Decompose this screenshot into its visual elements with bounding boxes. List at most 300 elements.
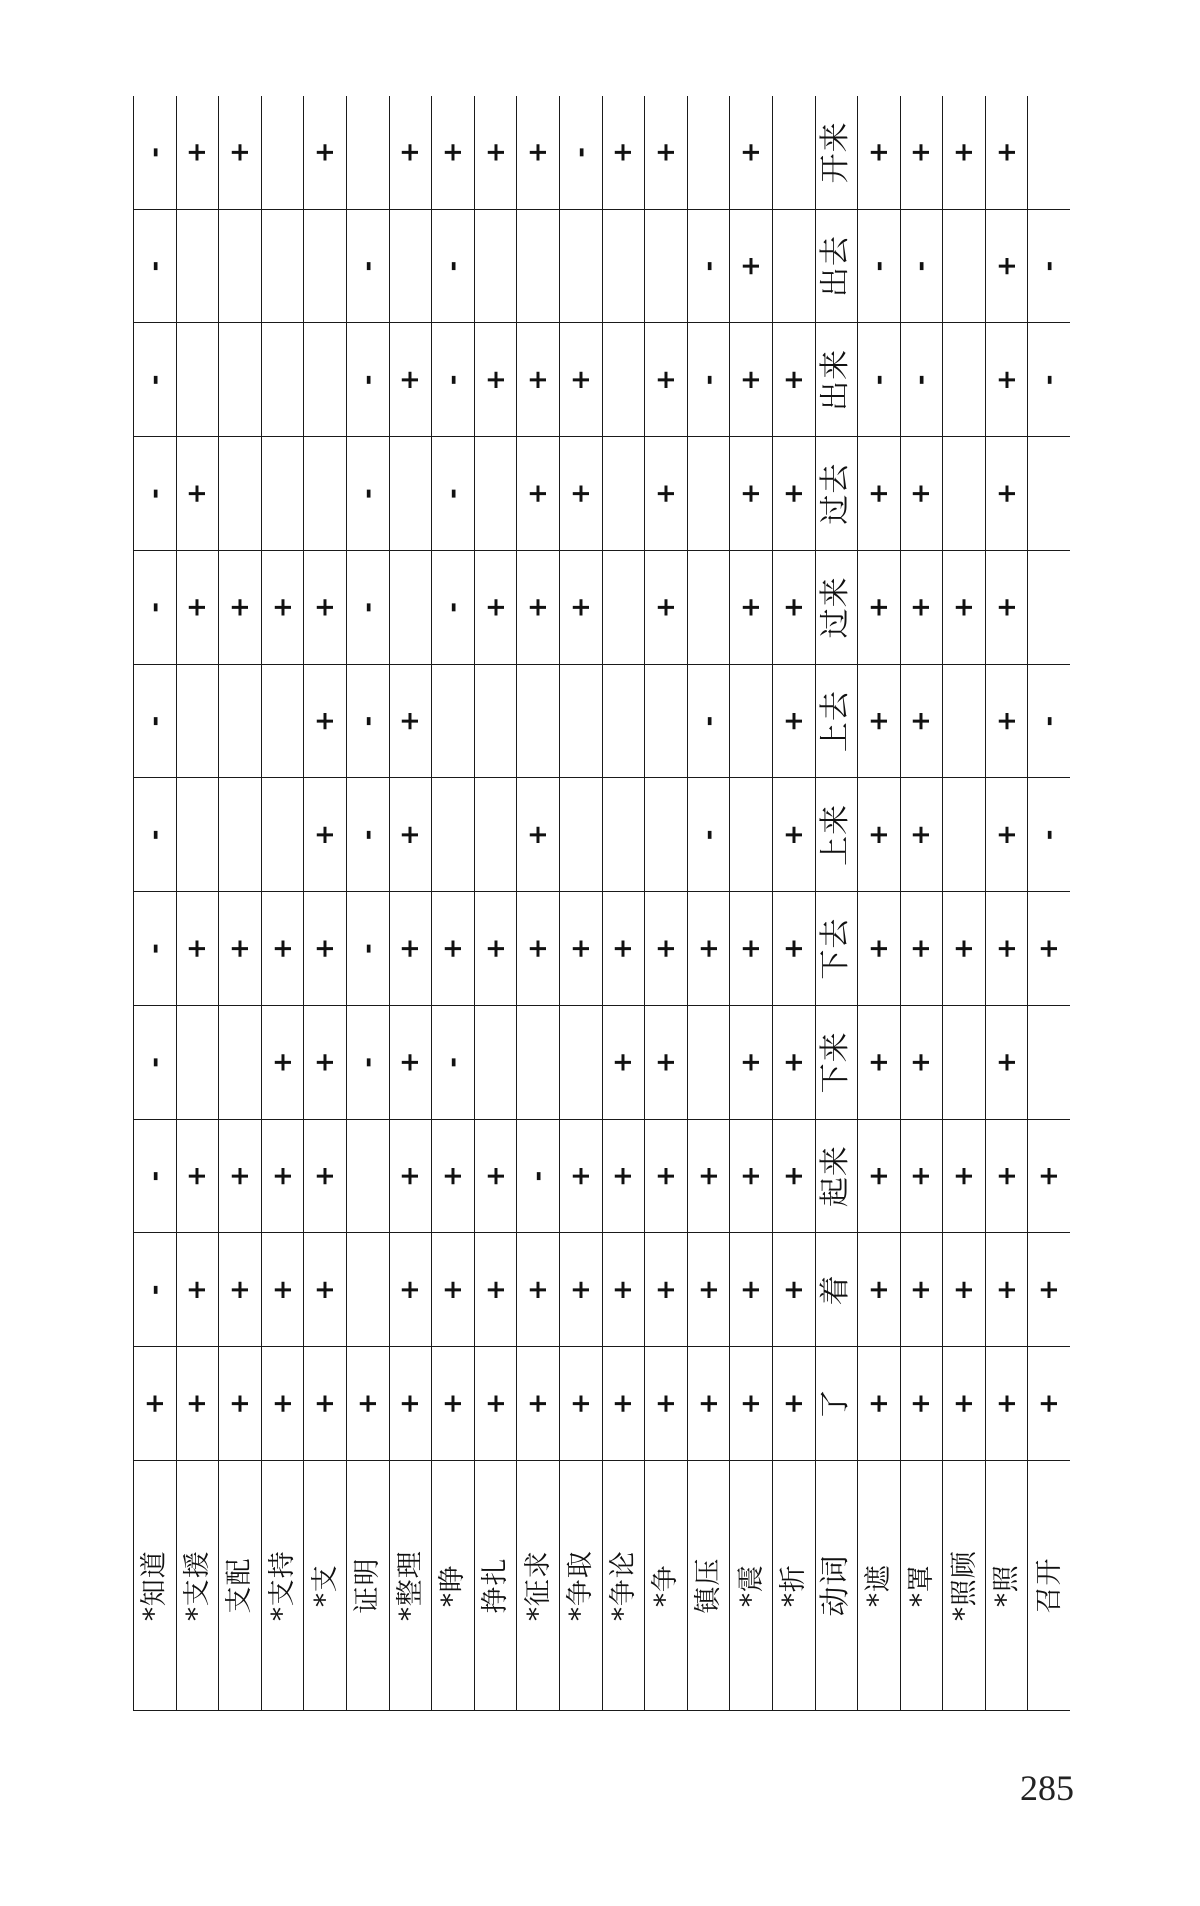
mark-cell: + — [772, 551, 815, 665]
mark-cell: - — [687, 323, 730, 437]
mark-cell — [645, 664, 688, 778]
mark-cell: + — [645, 96, 688, 209]
mark-cell: + — [730, 323, 773, 437]
mark-cell: + — [559, 437, 602, 551]
mark-cell: - — [346, 323, 389, 437]
mark-cell: + — [432, 1233, 475, 1347]
mark-cell: + — [389, 1006, 432, 1120]
mark-cell: + — [985, 209, 1028, 323]
mark-cell: + — [772, 778, 815, 892]
mark-cell: + — [985, 1006, 1028, 1120]
mark-cell: + — [772, 1347, 815, 1461]
mark-cell: + — [772, 892, 815, 1006]
mark-cell: - — [346, 892, 389, 1006]
mark-cell: + — [985, 778, 1028, 892]
table-row — [134, 96, 177, 1711]
mark-cell: - — [432, 551, 475, 665]
table-row — [858, 96, 901, 1711]
table-row — [772, 96, 815, 1711]
mark-cell: - — [687, 778, 730, 892]
mark-cell: + — [474, 1347, 517, 1461]
mark-cell: + — [304, 1347, 347, 1461]
mark-cell: + — [900, 892, 943, 1006]
mark-cell — [176, 664, 219, 778]
mark-cell: + — [176, 1347, 219, 1461]
mark-cell: + — [389, 96, 432, 209]
mark-cell — [1028, 96, 1070, 209]
mark-cell: - — [858, 209, 901, 323]
mark-cell: - — [432, 323, 475, 437]
corner-header-cell: 动词 — [815, 1461, 858, 1711]
mark-cell: + — [261, 551, 304, 665]
mark-cell — [474, 209, 517, 323]
mark-cell — [602, 664, 645, 778]
mark-cell — [176, 323, 219, 437]
mark-cell — [346, 96, 389, 209]
mark-cell: + — [517, 437, 560, 551]
mark-cell: + — [730, 209, 773, 323]
mark-cell — [602, 209, 645, 323]
mark-cell: + — [517, 1347, 560, 1461]
column-header-cell: 着 — [815, 1233, 858, 1347]
mark-cell: + — [432, 1119, 475, 1233]
table-row — [304, 96, 347, 1711]
mark-cell: - — [432, 437, 475, 551]
mark-cell: + — [176, 96, 219, 209]
table-row — [602, 96, 645, 1711]
verb-cell: *知道 — [134, 1461, 177, 1711]
mark-cell: - — [1028, 323, 1070, 437]
mark-cell — [389, 437, 432, 551]
mark-cell — [687, 437, 730, 551]
mark-cell: + — [559, 323, 602, 437]
mark-cell: + — [858, 664, 901, 778]
mark-cell: - — [134, 1006, 177, 1120]
column-header-cell: 上来 — [815, 778, 858, 892]
mark-cell: - — [1028, 209, 1070, 323]
mark-cell: - — [517, 1119, 560, 1233]
mark-cell: + — [985, 551, 1028, 665]
mark-cell: + — [943, 892, 986, 1006]
mark-cell: + — [858, 551, 901, 665]
mark-cell: - — [858, 323, 901, 437]
mark-cell — [389, 209, 432, 323]
mark-cell: + — [943, 551, 986, 665]
mark-cell: + — [687, 1119, 730, 1233]
mark-cell — [943, 437, 986, 551]
mark-cell: + — [900, 1119, 943, 1233]
mark-cell: - — [134, 1233, 177, 1347]
rotated-table-container — [133, 96, 1070, 1711]
mark-cell: - — [559, 96, 602, 209]
mark-cell: - — [346, 664, 389, 778]
mark-cell: + — [730, 1006, 773, 1120]
mark-cell — [602, 437, 645, 551]
mark-cell — [602, 551, 645, 665]
mark-cell: + — [858, 96, 901, 209]
mark-cell — [219, 778, 262, 892]
verb-cell: 证明 — [346, 1461, 389, 1711]
mark-cell — [687, 96, 730, 209]
mark-cell: + — [985, 323, 1028, 437]
verb-cell: *争取 — [559, 1461, 602, 1711]
mark-cell: + — [219, 96, 262, 209]
mark-cell — [687, 1006, 730, 1120]
mark-cell: - — [687, 664, 730, 778]
mark-cell: + — [772, 323, 815, 437]
column-header-cell: 上去 — [815, 664, 858, 778]
mark-cell: + — [602, 892, 645, 1006]
mark-cell — [772, 96, 815, 209]
mark-cell — [645, 209, 688, 323]
mark-cell: - — [900, 323, 943, 437]
mark-cell — [261, 323, 304, 437]
mark-cell: + — [602, 96, 645, 209]
mark-cell: + — [985, 1233, 1028, 1347]
mark-cell: + — [176, 892, 219, 1006]
mark-cell: - — [346, 551, 389, 665]
verb-cell: *支援 — [176, 1461, 219, 1711]
mark-cell: + — [858, 1347, 901, 1461]
mark-cell: + — [474, 1119, 517, 1233]
mark-cell — [1028, 1006, 1070, 1120]
mark-cell — [432, 664, 475, 778]
mark-cell — [517, 664, 560, 778]
mark-cell — [730, 778, 773, 892]
mark-cell: + — [645, 323, 688, 437]
mark-cell: + — [858, 1119, 901, 1233]
mark-cell — [559, 664, 602, 778]
mark-cell: + — [858, 1233, 901, 1347]
table-row — [645, 96, 688, 1711]
mark-cell: + — [389, 664, 432, 778]
mark-cell: + — [645, 892, 688, 1006]
mark-cell: + — [517, 323, 560, 437]
mark-cell: + — [602, 1006, 645, 1120]
table-row — [943, 96, 986, 1711]
mark-cell: + — [261, 1006, 304, 1120]
mark-cell: + — [517, 96, 560, 209]
mark-cell — [176, 209, 219, 323]
table-row — [176, 96, 219, 1711]
mark-cell — [219, 209, 262, 323]
mark-cell: + — [304, 892, 347, 1006]
verb-cell: *遮 — [858, 1461, 901, 1711]
mark-cell: + — [985, 1347, 1028, 1461]
mark-cell: + — [772, 437, 815, 551]
column-header-cell: 过去 — [815, 437, 858, 551]
mark-cell: + — [900, 96, 943, 209]
mark-cell: + — [219, 551, 262, 665]
mark-cell: + — [900, 664, 943, 778]
mark-cell: - — [346, 1006, 389, 1120]
mark-cell: + — [261, 1347, 304, 1461]
verb-cell: 支配 — [219, 1461, 262, 1711]
mark-cell: + — [772, 1233, 815, 1347]
mark-cell: + — [985, 664, 1028, 778]
mark-cell: + — [602, 1119, 645, 1233]
mark-cell: + — [474, 1233, 517, 1347]
mark-cell: - — [134, 209, 177, 323]
verb-cell: *照顾 — [943, 1461, 986, 1711]
mark-cell: + — [858, 1006, 901, 1120]
table-row — [985, 96, 1028, 1711]
verb-complement-table — [133, 96, 1070, 1711]
mark-cell — [474, 778, 517, 892]
mark-cell: + — [474, 551, 517, 665]
mark-cell — [304, 323, 347, 437]
verb-cell: *支 — [304, 1461, 347, 1711]
mark-cell: + — [602, 1347, 645, 1461]
table-row — [517, 96, 560, 1711]
mark-cell: + — [687, 1233, 730, 1347]
verb-cell: *照 — [985, 1461, 1028, 1711]
mark-cell: - — [432, 1006, 475, 1120]
mark-cell: + — [645, 551, 688, 665]
mark-cell — [261, 664, 304, 778]
mark-cell — [474, 1006, 517, 1120]
mark-cell: + — [730, 1119, 773, 1233]
mark-cell: - — [134, 1119, 177, 1233]
mark-cell — [346, 1119, 389, 1233]
mark-cell: - — [346, 209, 389, 323]
mark-cell — [474, 664, 517, 778]
mark-cell: + — [559, 551, 602, 665]
mark-cell: + — [602, 1233, 645, 1347]
column-header-cell: 下来 — [815, 1006, 858, 1120]
mark-cell: + — [261, 892, 304, 1006]
mark-cell: + — [389, 892, 432, 1006]
mark-cell: - — [432, 209, 475, 323]
verb-cell: 镇压 — [687, 1461, 730, 1711]
verb-cell: *折 — [772, 1461, 815, 1711]
mark-cell — [261, 96, 304, 209]
mark-cell — [261, 778, 304, 892]
mark-cell: - — [1028, 664, 1070, 778]
mark-cell — [559, 209, 602, 323]
mark-cell: + — [474, 96, 517, 209]
mark-cell: + — [730, 1347, 773, 1461]
mark-cell: + — [858, 437, 901, 551]
column-header-cell: 开来 — [815, 96, 858, 209]
mark-cell: + — [304, 1233, 347, 1347]
mark-cell: + — [176, 1119, 219, 1233]
mark-cell: + — [687, 892, 730, 1006]
table-row — [474, 96, 517, 1711]
mark-cell: + — [559, 1119, 602, 1233]
mark-cell: + — [645, 1347, 688, 1461]
mark-cell — [219, 1006, 262, 1120]
table-row — [559, 96, 602, 1711]
mark-cell: + — [730, 1233, 773, 1347]
mark-cell: + — [985, 437, 1028, 551]
verb-cell: 召开 — [1028, 1461, 1070, 1711]
mark-cell — [261, 209, 304, 323]
mark-cell: - — [346, 437, 389, 551]
column-header-cell: 起来 — [815, 1119, 858, 1233]
mark-cell: + — [304, 96, 347, 209]
mark-cell: + — [687, 1347, 730, 1461]
mark-cell: + — [432, 892, 475, 1006]
mark-cell: + — [517, 778, 560, 892]
mark-cell — [219, 664, 262, 778]
mark-cell: - — [134, 323, 177, 437]
mark-cell: - — [900, 209, 943, 323]
mark-cell — [943, 778, 986, 892]
table-row — [389, 96, 432, 1711]
mark-cell: + — [985, 96, 1028, 209]
verb-cell: *整理 — [389, 1461, 432, 1711]
mark-cell: + — [304, 778, 347, 892]
mark-cell: - — [134, 551, 177, 665]
mark-cell — [1028, 437, 1070, 551]
mark-cell: + — [389, 1119, 432, 1233]
mark-cell — [219, 437, 262, 551]
column-header-row — [815, 96, 858, 1711]
mark-cell: + — [985, 1119, 1028, 1233]
mark-cell: + — [261, 1233, 304, 1347]
mark-cell: + — [943, 1119, 986, 1233]
table-row — [261, 96, 304, 1711]
mark-cell — [559, 778, 602, 892]
mark-cell: + — [772, 1006, 815, 1120]
mark-cell — [389, 551, 432, 665]
mark-cell: + — [772, 664, 815, 778]
mark-cell: + — [900, 1006, 943, 1120]
mark-cell — [304, 209, 347, 323]
mark-cell: + — [730, 892, 773, 1006]
mark-cell: + — [985, 892, 1028, 1006]
mark-cell — [474, 437, 517, 551]
mark-cell: + — [304, 551, 347, 665]
mark-cell: + — [858, 778, 901, 892]
mark-cell — [943, 209, 986, 323]
column-header-cell: 出来 — [815, 323, 858, 437]
table-row — [219, 96, 262, 1711]
mark-cell: + — [730, 551, 773, 665]
mark-cell: + — [900, 1347, 943, 1461]
mark-cell: + — [304, 664, 347, 778]
mark-cell: + — [346, 1347, 389, 1461]
mark-cell — [730, 664, 773, 778]
column-header-cell: 了 — [815, 1347, 858, 1461]
mark-cell: - — [1028, 778, 1070, 892]
mark-cell: + — [645, 1233, 688, 1347]
mark-cell: + — [389, 1233, 432, 1347]
mark-cell: + — [176, 551, 219, 665]
mark-cell: + — [134, 1347, 177, 1461]
mark-cell: - — [346, 778, 389, 892]
mark-cell: + — [943, 1233, 986, 1347]
mark-cell: + — [517, 892, 560, 1006]
column-header-cell: 出去 — [815, 209, 858, 323]
page-number: 285 — [1020, 1768, 1074, 1808]
mark-cell: + — [900, 551, 943, 665]
mark-cell — [517, 209, 560, 323]
mark-cell — [432, 778, 475, 892]
mark-cell: + — [432, 96, 475, 209]
mark-cell: - — [134, 778, 177, 892]
mark-cell — [176, 778, 219, 892]
mark-cell — [261, 437, 304, 551]
mark-cell: + — [432, 1347, 475, 1461]
mark-cell: + — [900, 437, 943, 551]
mark-cell: + — [900, 1233, 943, 1347]
mark-cell: + — [389, 778, 432, 892]
mark-cell — [1028, 551, 1070, 665]
mark-cell: + — [517, 1233, 560, 1347]
verb-cell: *争 — [645, 1461, 688, 1711]
mark-cell: + — [730, 437, 773, 551]
mark-cell: + — [1028, 892, 1070, 1006]
mark-cell: - — [134, 664, 177, 778]
mark-cell — [943, 1006, 986, 1120]
verb-cell: *征求 — [517, 1461, 560, 1711]
mark-cell: + — [1028, 1119, 1070, 1233]
mark-cell: + — [943, 1347, 986, 1461]
mark-cell: + — [304, 1006, 347, 1120]
mark-cell: - — [687, 209, 730, 323]
table-row — [900, 96, 943, 1711]
mark-cell: + — [219, 1119, 262, 1233]
mark-cell: + — [1028, 1233, 1070, 1347]
column-header-cell: 下去 — [815, 892, 858, 1006]
mark-cell: + — [261, 1119, 304, 1233]
table-row — [687, 96, 730, 1711]
mark-cell: + — [559, 1347, 602, 1461]
mark-cell — [176, 1006, 219, 1120]
verb-cell: *支持 — [261, 1461, 304, 1711]
mark-cell: + — [219, 1347, 262, 1461]
mark-cell: + — [645, 1006, 688, 1120]
mark-cell: - — [134, 437, 177, 551]
mark-cell: + — [645, 437, 688, 551]
mark-cell: + — [1028, 1347, 1070, 1461]
mark-cell: + — [772, 1119, 815, 1233]
mark-cell: + — [645, 1119, 688, 1233]
mark-cell — [687, 551, 730, 665]
mark-cell: + — [900, 778, 943, 892]
table-row — [346, 96, 389, 1711]
mark-cell: + — [389, 1347, 432, 1461]
mark-cell: + — [219, 1233, 262, 1347]
mark-cell: + — [176, 1233, 219, 1347]
mark-cell: + — [858, 892, 901, 1006]
mark-cell: - — [134, 892, 177, 1006]
mark-cell: + — [943, 96, 986, 209]
mark-cell: + — [474, 892, 517, 1006]
verb-cell: *罩 — [900, 1461, 943, 1711]
mark-cell — [559, 1006, 602, 1120]
mark-cell: + — [389, 323, 432, 437]
mark-cell — [517, 1006, 560, 1120]
mark-cell — [645, 778, 688, 892]
table-row — [1028, 96, 1070, 1711]
mark-cell: + — [517, 551, 560, 665]
column-header-cell: 过来 — [815, 551, 858, 665]
mark-cell: + — [559, 1233, 602, 1347]
mark-cell: + — [219, 892, 262, 1006]
verb-cell: 挣扎 — [474, 1461, 517, 1711]
mark-cell — [602, 323, 645, 437]
mark-cell: + — [304, 1119, 347, 1233]
mark-cell: + — [176, 437, 219, 551]
mark-cell — [772, 209, 815, 323]
mark-cell — [346, 1233, 389, 1347]
verb-cell: *震 — [730, 1461, 773, 1711]
mark-cell — [304, 437, 347, 551]
table-row — [432, 96, 475, 1711]
